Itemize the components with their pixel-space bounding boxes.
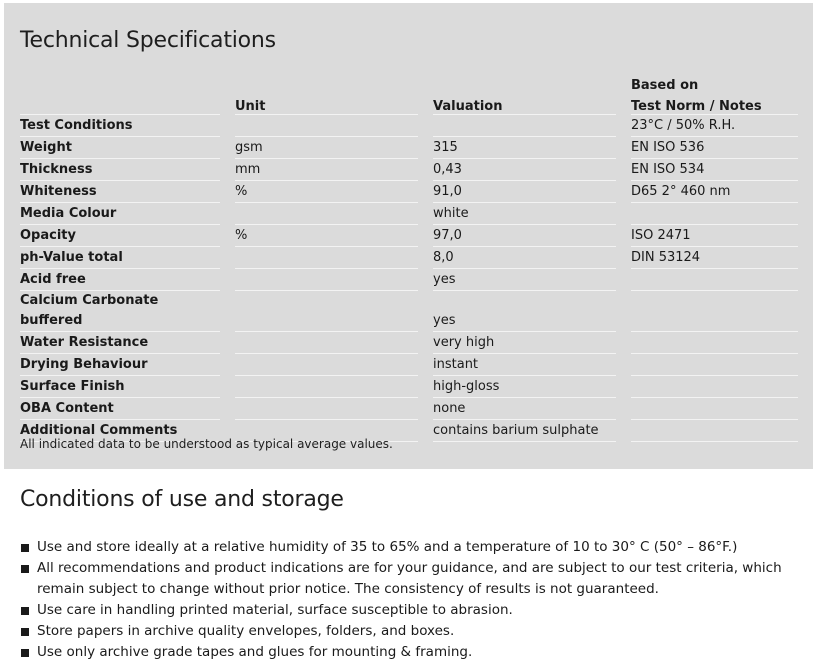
spec-value: instant: [433, 354, 616, 376]
spec-row: [20, 225, 798, 247]
condition-item: [20, 537, 810, 558]
spec-norm: EN ISO 536: [631, 137, 798, 159]
spec-value: 0,43: [433, 159, 616, 181]
spec-unit: [235, 115, 418, 137]
spec-table-body: [20, 115, 798, 442]
spec-row: [20, 115, 798, 137]
spec-norm: [631, 269, 798, 291]
spec-parameter: ph-Value total: [20, 247, 220, 269]
conditions-title: Conditions of use and storage: [20, 487, 344, 512]
spec-value: 97,0: [433, 225, 616, 247]
header-unit: Unit: [235, 93, 418, 115]
condition-item: [20, 642, 810, 663]
spec-norm: [631, 291, 798, 332]
spec-norm: [631, 420, 798, 442]
spec-row: [20, 332, 798, 354]
square-bullet-icon: [21, 628, 29, 636]
condition-text: Use only archive grade tapes and glues for mounting & framing.: [37, 644, 473, 660]
spec-footnote: All indicated data to be understood as typical average values.: [20, 437, 393, 451]
spec-norm: [631, 332, 798, 354]
spec-norm: [631, 203, 798, 225]
spec-parameter: Whiteness: [20, 181, 220, 203]
condition-item: [20, 600, 810, 621]
spec-value: contains barium sulphate: [433, 420, 616, 442]
spec-row: [20, 247, 798, 269]
spec-row: [20, 203, 798, 225]
square-bullet-icon: [21, 607, 29, 615]
spec-parameter: Weight: [20, 137, 220, 159]
spec-value: very high: [433, 332, 616, 354]
spec-norm: DIN 53124: [631, 247, 798, 269]
technical-specifications-panel: [4, 3, 813, 469]
spec-parameter: Calcium Carbonate buffered: [20, 291, 220, 332]
spec-parameter: Additional Comments: [20, 420, 220, 442]
condition-item: [20, 621, 810, 642]
spec-unit: [235, 203, 418, 225]
condition-text: Use and store ideally at a relative humidity of 35 to 65% and a temperature of 10 to 30° C (50° – 86°F.): [37, 539, 738, 555]
square-bullet-icon: [21, 565, 29, 573]
conditions-list: [20, 537, 810, 663]
header-norm-line1: Based on: [631, 78, 699, 93]
spec-table: [20, 72, 798, 442]
spec-value: yes: [433, 291, 616, 332]
square-bullet-icon: [21, 544, 29, 552]
spec-row: [20, 398, 798, 420]
spec-unit: [235, 332, 418, 354]
spec-value: high-gloss: [433, 376, 616, 398]
spec-unit: mm: [235, 159, 418, 181]
square-bullet-icon: [21, 649, 29, 657]
spec-value: [433, 115, 616, 137]
spec-norm: ISO 2471: [631, 225, 798, 247]
spec-unit: %: [235, 181, 418, 203]
spec-parameter: Opacity: [20, 225, 220, 247]
spec-row: [20, 159, 798, 181]
spec-row: [20, 376, 798, 398]
spec-row: [20, 269, 798, 291]
spec-unit: %: [235, 225, 418, 247]
condition-text: Use care in handling printed material, surface susceptible to abrasion.: [37, 602, 513, 618]
spec-parameter: Media Colour: [20, 203, 220, 225]
spec-value: yes: [433, 269, 616, 291]
spec-parameter: Acid free: [20, 269, 220, 291]
spec-norm: [631, 398, 798, 420]
condition-text: Store papers in archive quality envelopes, folders, and boxes.: [37, 623, 455, 639]
spec-value: white: [433, 203, 616, 225]
spec-unit: [235, 291, 418, 332]
spec-norm: [631, 376, 798, 398]
condition-item: [20, 558, 810, 600]
spec-title: Technical Specifications: [20, 28, 276, 53]
spec-row: [20, 354, 798, 376]
spec-parameter: Drying Behaviour: [20, 354, 220, 376]
spec-norm: EN ISO 534: [631, 159, 798, 181]
condition-text: All recommendations and product indications are for your guidance, and are subject to our test criteria, which remain subject to change without prior notice. The consistency of results is not guaranteed.: [37, 560, 782, 597]
spec-norm: 23°C / 50% R.H.: [631, 115, 798, 137]
spec-unit: [235, 376, 418, 398]
spec-unit: gsm: [235, 137, 418, 159]
spec-parameter: Test Conditions: [20, 115, 220, 137]
spec-unit: [235, 247, 418, 269]
spec-row: [20, 137, 798, 159]
spec-value: 91,0: [433, 181, 616, 203]
spec-header-row-1: [20, 72, 798, 93]
spec-row: [20, 291, 798, 332]
spec-unit: [235, 269, 418, 291]
spec-unit: [235, 398, 418, 420]
spec-parameter: Thickness: [20, 159, 220, 181]
spec-norm: D65 2° 460 nm: [631, 181, 798, 203]
spec-norm: [631, 354, 798, 376]
header-valuation: Valuation: [433, 93, 616, 115]
spec-parameter: Water Resistance: [20, 332, 220, 354]
spec-unit: [235, 354, 418, 376]
spec-row: [20, 181, 798, 203]
header-norm-line2: Test Norm / Notes: [631, 93, 798, 115]
spec-parameter: Surface Finish: [20, 376, 220, 398]
spec-value: 8,0: [433, 247, 616, 269]
spec-parameter: OBA Content: [20, 398, 220, 420]
spec-value: 315: [433, 137, 616, 159]
spec-header-row-2: [20, 93, 798, 115]
spec-value: none: [433, 398, 616, 420]
